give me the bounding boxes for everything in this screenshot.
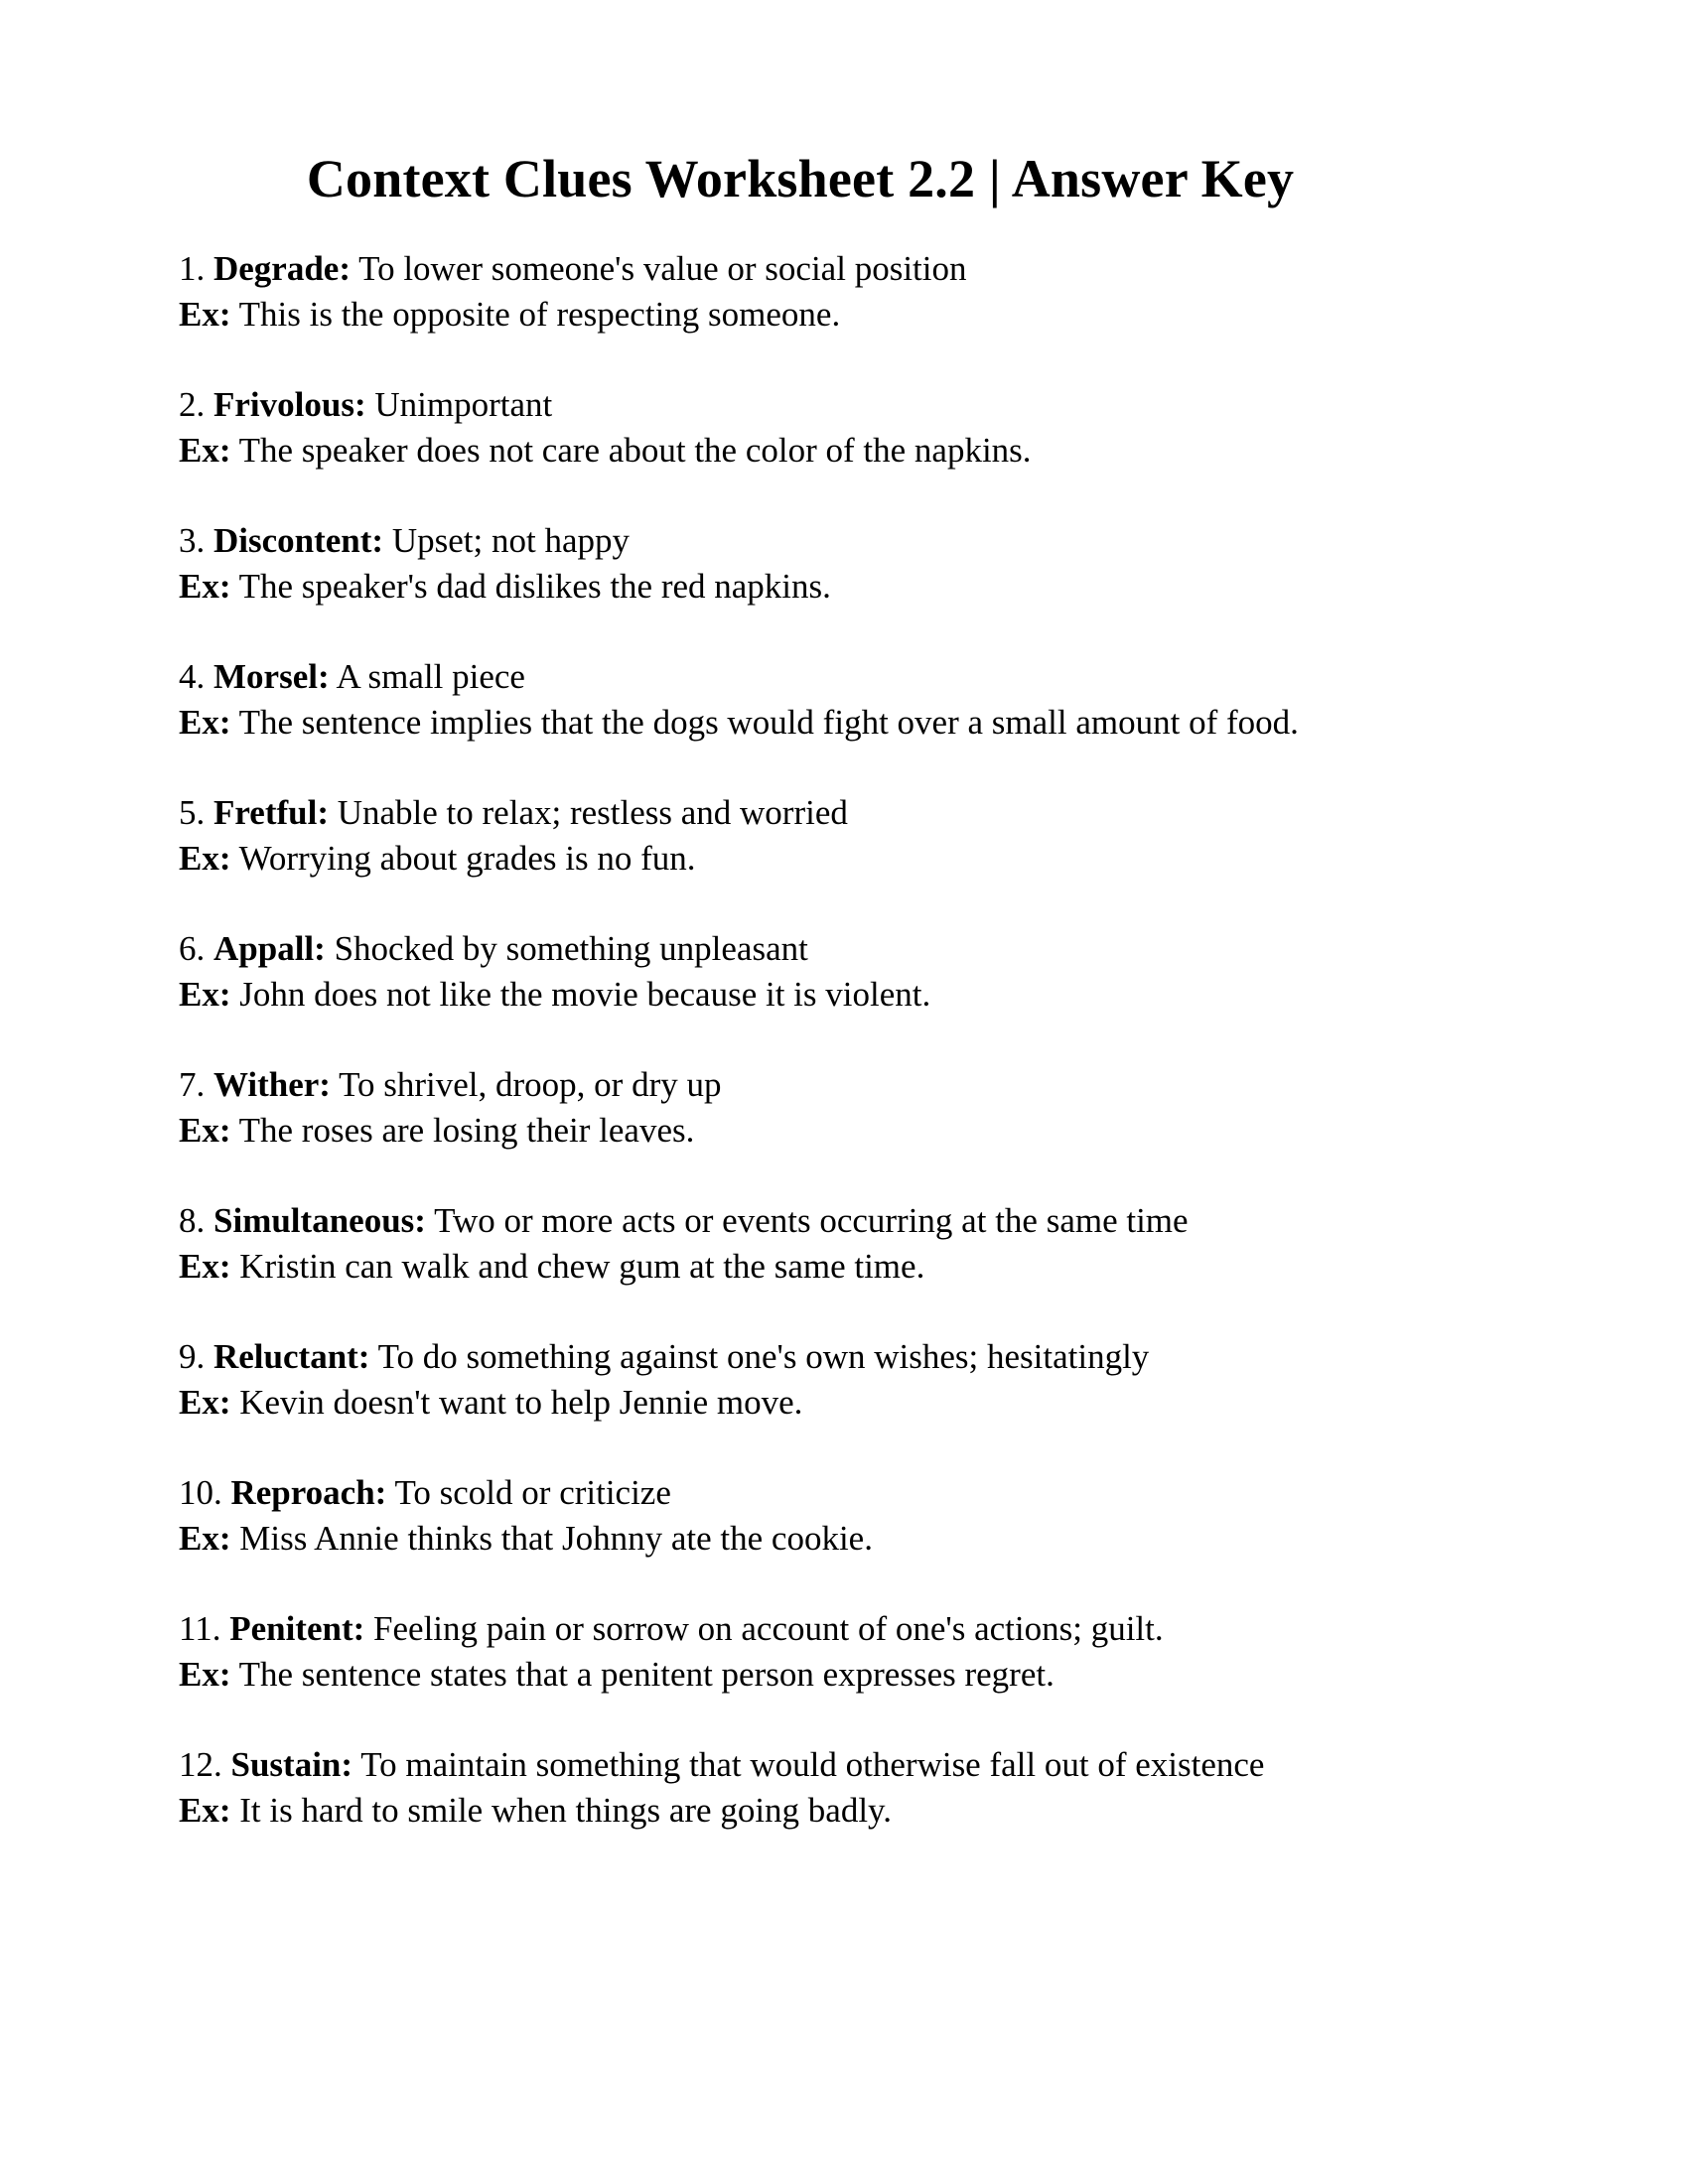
example-label: Ex: [179, 838, 231, 878]
answer-entry [179, 790, 1450, 881]
entry-example-text: Kristin can walk and chew gum at the same time. [239, 1246, 925, 1286]
entry-number: 7. [179, 1065, 206, 1105]
entry-definition: To scold or criticize [394, 1473, 671, 1513]
entry-definition-line [179, 246, 1450, 292]
entry-definition: A small piece [336, 657, 525, 697]
entry-definition-line [179, 1606, 1450, 1652]
entry-term: Appall: [213, 929, 326, 969]
answer-entry [179, 382, 1450, 473]
example-label: Ex: [179, 430, 231, 470]
entry-definition-line [179, 1470, 1450, 1516]
entry-example-line [179, 836, 1450, 882]
entry-number: 5. [179, 793, 206, 833]
entry-example-line [179, 292, 1450, 338]
entry-definition-line [179, 1742, 1450, 1788]
entry-example-text: Worrying about grades is no fun. [238, 838, 696, 878]
entry-term: Reluctant: [213, 1337, 370, 1377]
entry-term: Discontent: [213, 521, 384, 561]
entry-example-text: Kevin doesn't want to help Jennie move. [239, 1382, 803, 1422]
entry-example-line [179, 1788, 1450, 1834]
entry-number: 1. [179, 249, 206, 289]
entry-definition: Feeling pain or sorrow on account of one's actions; guilt. [373, 1609, 1164, 1649]
entry-definition-line [179, 654, 1450, 700]
entry-definition: Two or more acts or events occurring at the same time [434, 1201, 1189, 1241]
example-label: Ex: [179, 974, 231, 1014]
entry-term: Fretful: [213, 793, 329, 833]
entry-term: Degrade: [213, 249, 352, 289]
example-label: Ex: [179, 1654, 231, 1694]
answer-entry [179, 926, 1450, 1017]
entry-definition: Upset; not happy [391, 521, 630, 561]
entry-number: 4. [179, 657, 206, 697]
example-label: Ex: [179, 566, 231, 606]
entry-definition-line [179, 1198, 1450, 1244]
answer-entry [179, 1606, 1450, 1697]
entry-example-text: This is the opposite of respecting someone. [238, 294, 841, 334]
entry-example-text: The speaker's dad dislikes the red napkins. [238, 566, 831, 606]
entry-example-text: It is hard to smile when things are going badly. [239, 1790, 893, 1830]
entry-definition: To maintain something that would otherwise fall out of existence [360, 1745, 1265, 1785]
entry-example-line [179, 1108, 1450, 1154]
entry-number: 12. [179, 1745, 222, 1785]
entry-term: Simultaneous: [213, 1201, 426, 1241]
entry-example-text: John does not like the movie because it is violent. [239, 974, 931, 1014]
entry-definition: To lower someone's value or social position [358, 249, 967, 289]
answer-entry [179, 1062, 1450, 1153]
entry-number: 10. [179, 1473, 222, 1513]
entry-definition: Unimportant [374, 385, 553, 425]
entry-definition: To shrivel, droop, or dry up [339, 1065, 722, 1105]
entry-definition-line [179, 1062, 1450, 1108]
entry-example-line [179, 564, 1450, 610]
entry-definition: To do something against one's own wishes; hesitatingly [377, 1337, 1150, 1377]
entry-example-text: The roses are losing their leaves. [238, 1110, 695, 1150]
entry-number: 8. [179, 1201, 206, 1241]
entry-definition-line [179, 790, 1450, 836]
answer-entry [179, 1742, 1450, 1833]
entry-term: Reproach: [230, 1473, 387, 1513]
entry-definition-line [179, 926, 1450, 972]
entry-example-line [179, 972, 1450, 1018]
entry-number: 2. [179, 385, 206, 425]
entry-term: Morsel: [213, 657, 330, 697]
entry-number: 11. [179, 1609, 221, 1649]
example-label: Ex: [179, 1382, 231, 1422]
answer-entry [179, 654, 1450, 745]
example-label: Ex: [179, 1518, 231, 1558]
entry-example-text: Miss Annie thinks that Johnny ate the cookie. [239, 1518, 873, 1558]
entry-term: Sustain: [230, 1745, 353, 1785]
entry-example-line [179, 1652, 1450, 1698]
example-label: Ex: [179, 1246, 231, 1286]
example-label: Ex: [179, 1110, 231, 1150]
entry-definition-line [179, 518, 1450, 564]
entry-example-text: The sentence states that a penitent person expresses regret. [238, 1654, 1055, 1694]
example-label: Ex: [179, 294, 231, 334]
entry-example-line [179, 428, 1450, 474]
entry-example-text: The sentence implies that the dogs would fight over a small amount of food. [238, 702, 1299, 742]
answer-entry [179, 518, 1450, 609]
entry-example-text: The speaker does not care about the color of the napkins. [238, 430, 1032, 470]
entry-definition: Unable to relax; restless and worried [337, 793, 848, 833]
entry-definition: Shocked by something unpleasant [334, 929, 808, 969]
entry-term: Frivolous: [213, 385, 366, 425]
answer-entry [179, 246, 1450, 337]
example-label: Ex: [179, 702, 231, 742]
entry-definition-line [179, 382, 1450, 428]
answer-entry [179, 1334, 1450, 1425]
entry-number: 9. [179, 1337, 206, 1377]
entry-term: Wither: [213, 1065, 331, 1105]
answer-key-list [179, 246, 1450, 1833]
entry-example-line [179, 1380, 1450, 1426]
entry-number: 3. [179, 521, 206, 561]
entry-number: 6. [179, 929, 206, 969]
entry-example-line [179, 1516, 1450, 1562]
entry-example-line [179, 700, 1450, 746]
answer-entry [179, 1470, 1450, 1561]
example-label: Ex: [179, 1790, 231, 1830]
entry-example-line [179, 1244, 1450, 1290]
entry-definition-line [179, 1334, 1450, 1380]
entry-term: Penitent: [229, 1609, 365, 1649]
answer-entry [179, 1198, 1450, 1289]
page-title: Context Clues Worksheet 2.2 | Answer Key [306, 149, 1295, 208]
